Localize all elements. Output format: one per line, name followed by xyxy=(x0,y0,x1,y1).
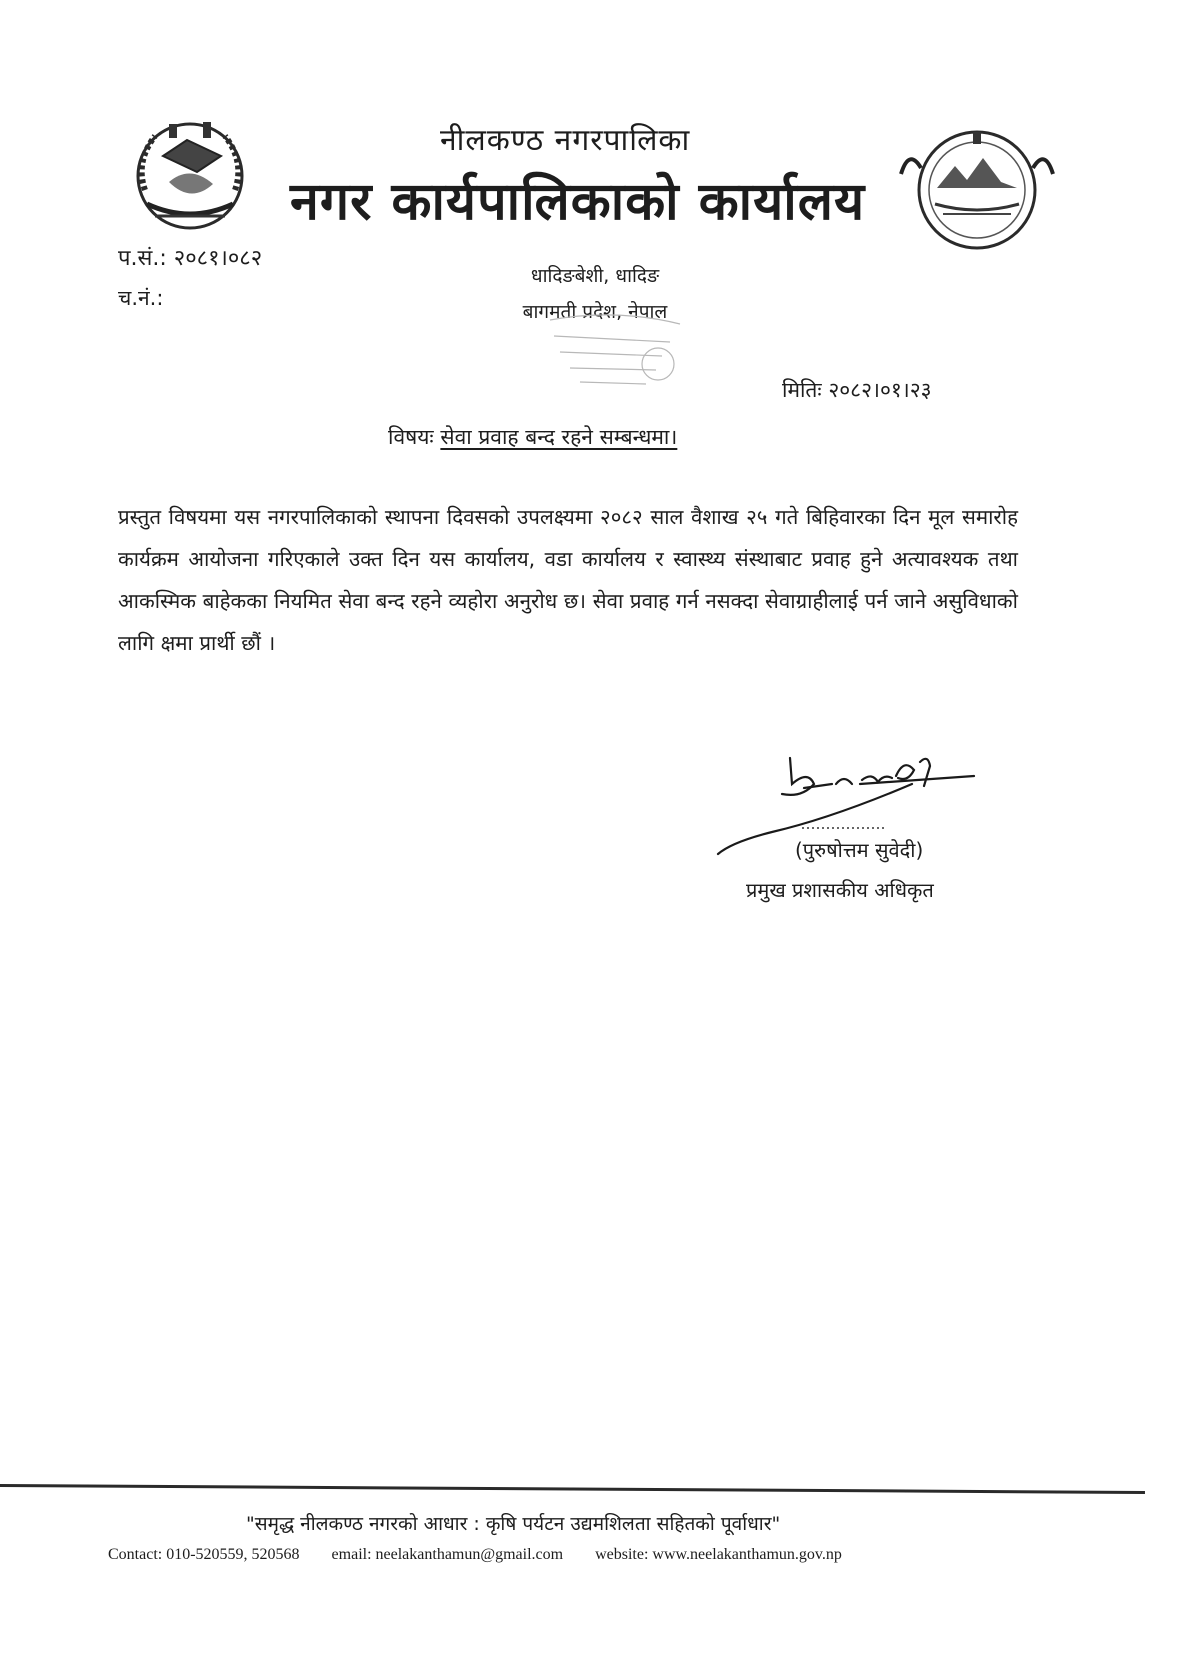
address-line: बागमती प्रदेश, नेपाल xyxy=(522,301,668,323)
address-line: धादिङबेशी, धादिङ xyxy=(530,265,660,287)
signatory-title: प्रमुख प्रशासकीय अधिकृत xyxy=(746,878,934,902)
contact-website: website: www.neelakanthamun.gov.np xyxy=(595,1546,842,1563)
office-title: नगर कार्यपालिकाको कार्यालय xyxy=(290,172,866,232)
footer-slogan: "समृद्ध नीलकण्ठ नगरको आधार : कृषि पर्यटन उद्यमशिलता सहितको पूर्वाधार" xyxy=(246,1513,781,1535)
signatory-name: (पुरुषोत्तम सुवेदी) xyxy=(795,838,924,862)
reference-number: प.सं.: २०८१।०८२ xyxy=(118,246,263,271)
subject-text: सेवा प्रवाह बन्द रहने सम्बन्धमा। xyxy=(440,425,678,449)
subject-line xyxy=(388,423,677,451)
contact-phone: Contact: 010-520559, 520568 xyxy=(108,1546,300,1563)
nepal-government-emblem-icon xyxy=(125,112,255,236)
footer-divider xyxy=(0,1484,1145,1494)
municipality-logo-icon xyxy=(893,118,1061,258)
dispatch-number: च.नं.: xyxy=(118,286,164,310)
body-paragraph: प्रस्तुत विषयमा यस नगरपालिकाको स्थापना दिवसको उपलक्ष्यमा २०८२ साल वैशाख २५ गते बिहिवारका दिन मूल समारोह कार्यक्रम आयोजना गरिएकाले उक्त दिन यस कार्यालय, वडा कार्यालय र स्वास्थ्य संस्थाबाट प्रवाह हुने अत्यावश्यक तथा आकस्मिक बाहेकका नियमित सेवा बन्द रहने व्यहोरा अनुरोध छ। सेवा प्रवाह गर्न नसक्दा सेवाग्राहीलाई पर्न जाने असुविधाको लागि क्षमा प्रार्थी छौं । xyxy=(118,505,1018,655)
contact-email: email: neelakanthamun@gmail.com xyxy=(331,1546,564,1563)
letter-date: मितिः २०८२।०१।२३ xyxy=(782,378,932,402)
office-stamp-icon xyxy=(540,312,690,392)
footer-contact-row xyxy=(108,1546,870,1564)
municipality-name: नीलकण्ठ नगरपालिका xyxy=(440,123,691,158)
subject-label: विषयः xyxy=(388,425,434,449)
